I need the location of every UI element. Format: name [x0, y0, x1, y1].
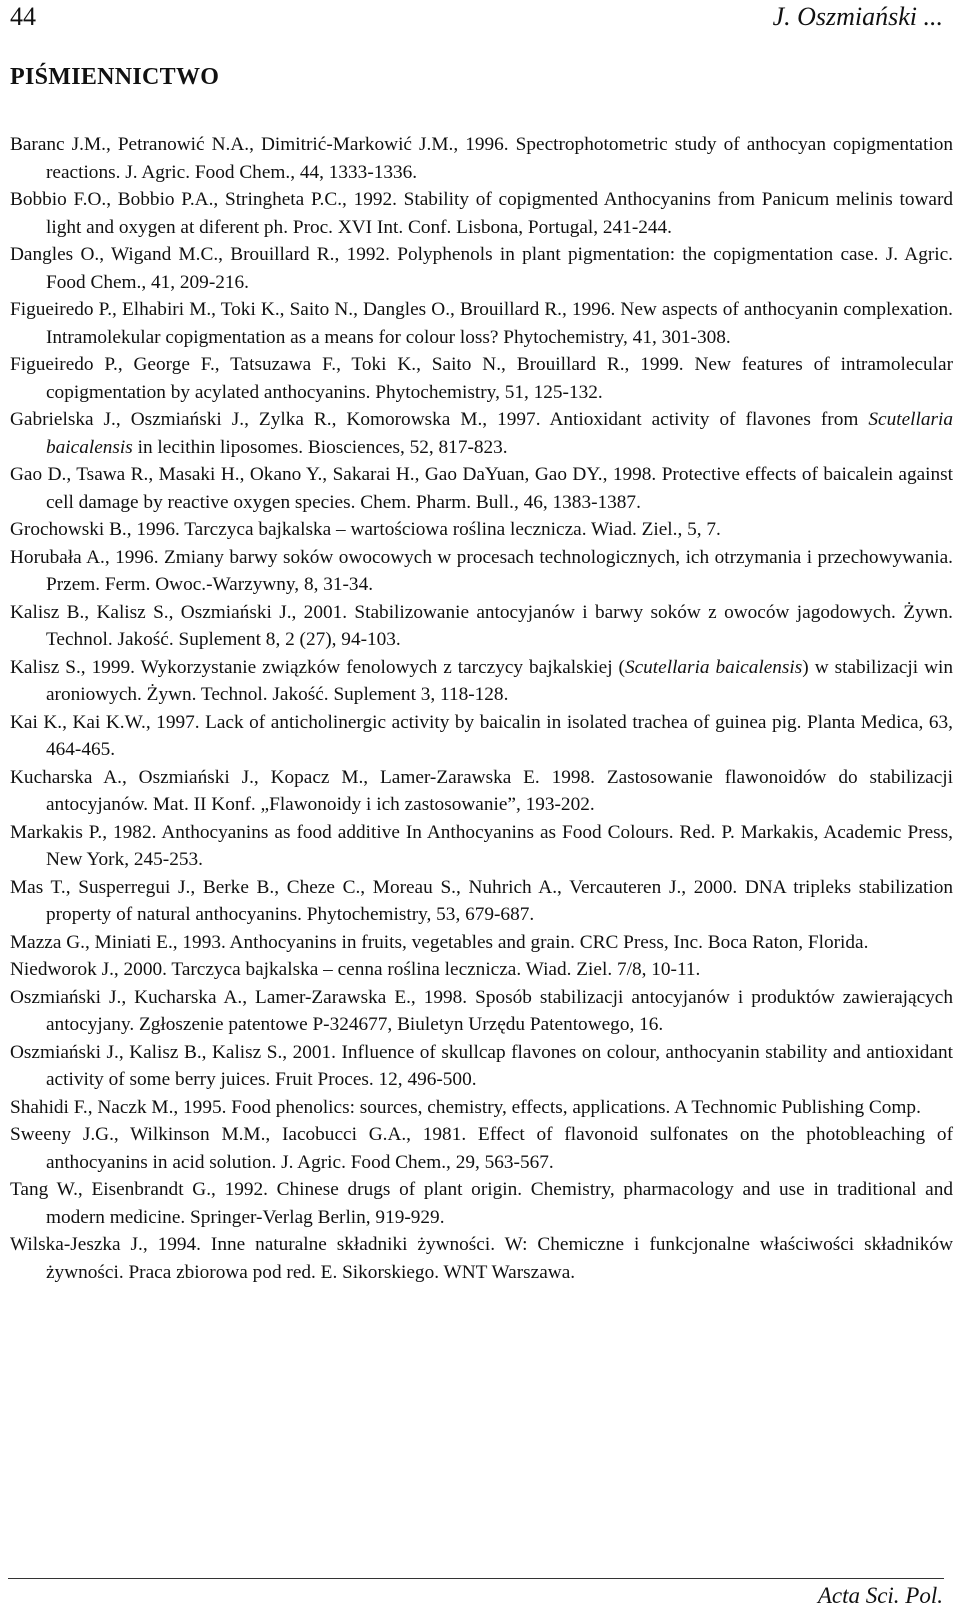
reference-text: Oszmiański J., Kucharska A., Lamer-Zarawska E., 1998. Sposób stabilizacji antocyjanów i produktów zawierających antocyjany. Zgłoszenie patentowe P-324677, Biuletyn Urzędu Patentowego, 16.: [10, 986, 953, 1035]
reference-item: [10, 1094, 953, 1122]
page-number: 44: [10, 2, 36, 31]
species-name: Scutellaria baicalensis: [46, 409, 953, 458]
reference-list: [10, 131, 953, 1286]
reference-item: [10, 406, 953, 461]
reference-text: Gabrielska J., Oszmiański J., Zylka R., Komorowska M., 1997. Antioxidant activity of flavones from: [10, 409, 869, 430]
reference-text: ) w stabilizacji win aroniowych. Żywn. Technol. Jakość. Suplement 3, 118-128.: [46, 656, 954, 705]
reference-item: [10, 461, 953, 516]
reference-item: [10, 241, 953, 296]
reference-item: [10, 599, 953, 654]
reference-text: Tang W., Eisenbrandt G., 1992. Chinese drugs of plant origin. Chemistry, pharmacology and use in traditional and modern medicine. Springer-Verlag Berlin, 919-929.: [10, 1179, 953, 1228]
reference-text: Wilska-Jeszka J., 1994. Inne naturalne składniki żywności. W: Chemiczne i funkcjonalne właściwości składników żywności. Praca zbiorowa pod red. E. Sikorskiego. WNT Warszawa.: [10, 1234, 953, 1283]
reference-item: [10, 1039, 953, 1094]
reference-item: [10, 1176, 953, 1231]
reference-text: Oszmiański J., Kalisz B., Kalisz S., 2001. Influence of skullcap flavones on colour, anthocyanin stability and antioxidant activity of some berry juices. Fruit Proces. 12, 496-500.: [10, 1041, 953, 1090]
footer-rule: [8, 1578, 944, 1579]
reference-item: [10, 874, 953, 929]
reference-text: Kalisz S., 1999. Wykorzystanie związków fenolowych z tarczycy bajkalskiej (: [10, 656, 625, 678]
reference-text: Kalisz B., Kalisz S., Oszmiański J., 2001. Stabilizowanie antocyjanów i barwy soków z owoców jagodowych. Żywn. Technol. Jakość. Suplement 8, 2 (27), 94-103.: [10, 601, 953, 650]
reference-text: Shahidi F., Naczk M., 1995. Food phenolics: sources, chemistry, effects, applications. A Technomic Publishing Comp.: [10, 1096, 921, 1118]
reference-text: Bobbio F.O., Bobbio P.A., Stringheta P.C., 1992. Stability of copigmented Anthocyanins from Panicum melinis toward light and oxygen at diferent ph. Proc. XVI Int. Conf. Lisbona, Portugal, 241-244.: [10, 189, 953, 238]
reference-item: [10, 764, 953, 819]
reference-item: [10, 296, 953, 351]
reference-item: [10, 544, 953, 599]
reference-item: [10, 186, 953, 241]
reference-item: [10, 1231, 953, 1286]
reference-item: [10, 709, 953, 764]
reference-item: [10, 654, 953, 709]
reference-item: [10, 956, 953, 984]
reference-text: Kai K., Kai K.W., 1997. Lack of anticholinergic activity by baicalin in isolated trachea of guinea pig. Planta Medica, 63, 464-465.: [10, 711, 953, 760]
reference-item: [10, 351, 953, 406]
reference-item: [10, 929, 953, 957]
footer-journal: Acta Sci. Pol.: [817, 1583, 943, 1608]
reference-item: [10, 131, 953, 186]
section-title: PIŚMIENNICTWO: [10, 64, 220, 90]
reference-text: Niedworok J., 2000. Tarczyca bajkalska – cenna roślina lecznicza. Wiad. Ziel. 7/8, 10-11.: [10, 959, 701, 980]
species-name: Scutellaria baicalensis: [624, 656, 803, 678]
reference-text: Gao D., Tsawa R., Masaki H., Okano Y., Sakarai H., Gao DaYuan, Gao DY., 1998. Protective effects of baicalein against cell damage by reactive oxygen species. Chem. Pharm. Bull., 46, 1383-1387.: [10, 464, 953, 513]
reference-text: Figueiredo P., Elhabiri M., Toki K., Saito N., Dangles O., Brouillard R., 1996. New aspects of anthocyanin complexation. Intramolekular copigmentation as a means for colour loss? Phytochemistry, 41, 301-308.: [10, 299, 953, 348]
reference-text: Sweeny J.G., Wilkinson M.M., Iacobucci G.A., 1981. Effect of flavonoid sulfonates on the photobleaching of anthocyanins in acid solution. J. Agric. Food Chem., 29, 563-567.: [10, 1124, 953, 1173]
reference-text: Horubała A., 1996. Zmiany barwy soków owocowych w procesach technologicznych, ich otrzymania i przechowywania. Przem. Ferm. Owoc.-Warzywny, 8, 31-34.: [10, 546, 953, 595]
reference-text: Kucharska A., Oszmiański J., Kopacz M., Lamer-Zarawska E. 1998. Zastosowanie flawonoidów do stabilizacji antocyjanów. Mat. II Konf. „Flawonoidy i ich zastosowanie”, 193-202.: [10, 766, 953, 815]
reference-item: [10, 516, 953, 544]
reference-text: Figueiredo P., George F., Tatsuzawa F., Toki K., Saito N., Brouillard R., 1999. New features of intramolecular copigmentation by acylated anthocyanins. Phytochemistry, 51, 125-132.: [10, 354, 953, 403]
running-head: J. Oszmiański ...: [772, 2, 943, 31]
reference-text: Dangles O., Wigand M.C., Brouillard R., 1992. Polyphenols in plant pigmentation: the copigmentation case. J. Agric. Food Chem., 41, 209-216.: [10, 244, 953, 293]
reference-item: [10, 1121, 953, 1176]
reference-text: Markakis P., 1982. Anthocyanins as food additive In Anthocyanins as Food Colours. Red. P. Markakis, Academic Press, New York, 245-253.: [10, 821, 953, 870]
reference-item: [10, 984, 953, 1039]
reference-text: Mazza G., Miniati E., 1993. Anthocyanins in fruits, vegetables and grain. CRC Press, Inc. Boca Raton, Florida.: [10, 931, 869, 953]
reference-text: Grochowski B., 1996. Tarczyca bajkalska – wartościowa roślina lecznicza. Wiad. Ziel., 5, 7.: [10, 519, 721, 540]
reference-item: [10, 819, 953, 874]
reference-text: Baranc J.M., Petranowić N.A., Dimitrić-Markowić J.M., 1996. Spectrophotometric study of anthocyan copigmentation reactions. J. Agric. Food Chem., 44, 1333-1336.: [10, 134, 953, 183]
reference-text: Mas T., Susperregui J., Berke B., Cheze C., Moreau S., Nuhrich A., Vercauteren J., 2000. DNA tripleks stabilization property of natural anthocyanins. Phytochemistry, 53, 679-687.: [10, 876, 953, 925]
reference-text: in lecithin liposomes. Biosciences, 52, 817-823.: [132, 436, 508, 458]
